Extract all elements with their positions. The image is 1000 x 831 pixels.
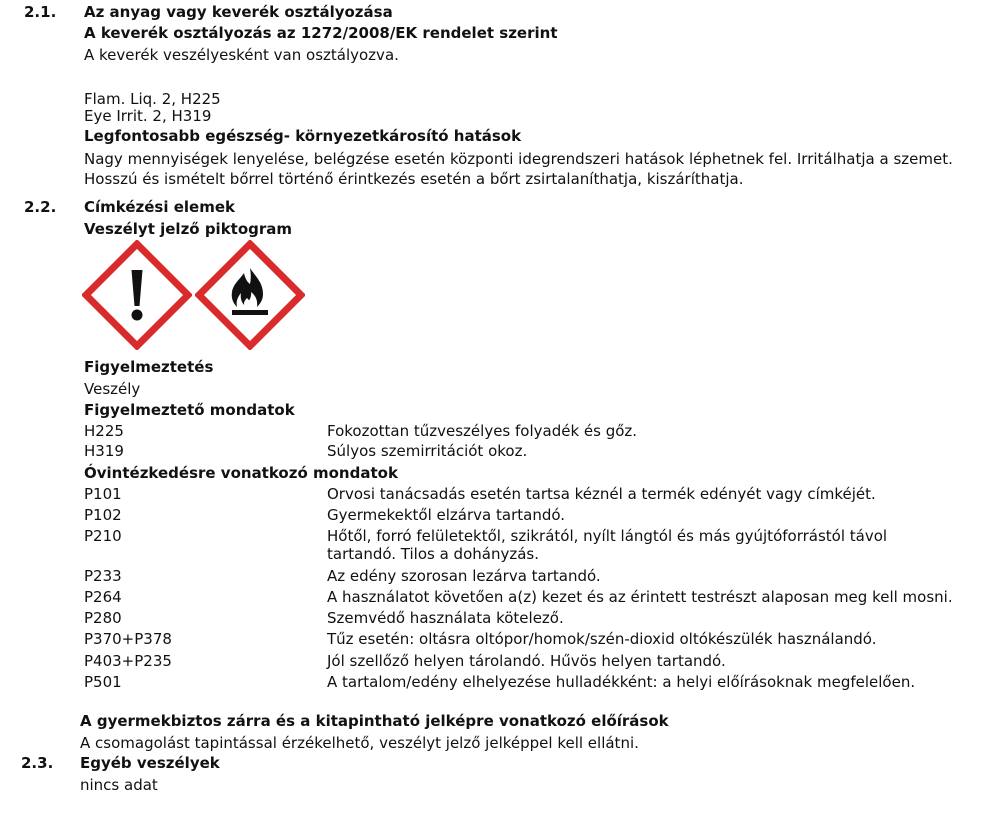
h-statements-title: Figyelmeztető mondatok [84, 401, 295, 419]
p-text: A tartalom/edény elhelyezése hulladékként: a helyi előírásoknak megfelelően. [327, 673, 916, 691]
effects-line-1: Nagy mennyiségek lenyelése, belégzése esetén központi idegrendszeri hatások léphetnek fel. Irritálhatja a szemet. [84, 150, 953, 168]
p-text: A használatot követően a(z) kezet és az érintett testrészt alaposan meg kell mosni. [327, 588, 953, 606]
section-title-2-1: Az anyag vagy keverék osztályozása [84, 3, 393, 21]
p-text: Hőtől, forró felületektől, szikrától, nyílt lángtól és más gyújtóforrástól távol [327, 527, 888, 545]
p-code: P233 [84, 567, 122, 585]
other-hazards-text: nincs adat [80, 776, 158, 794]
p-code: P501 [84, 673, 122, 691]
p-code: P210 [84, 527, 122, 545]
p-text-continued: tartandó. Tilos a dohányzás. [327, 545, 539, 563]
p-code: P101 [84, 485, 122, 503]
classification-subtitle: A keverék osztályozás az 1272/2008/EK rendelet szerint [84, 24, 558, 42]
h-code: H319 [84, 442, 124, 460]
p-code: P370+P378 [84, 630, 172, 648]
p-code: P280 [84, 609, 122, 627]
section-title-2-2: Címkézési elemek [84, 198, 235, 216]
p-text: Orvosi tanácsadás esetén tartsa kéznél a termék edényét vagy címkéjét. [327, 485, 876, 503]
flame-icon [195, 240, 305, 350]
section-title-2-3: Egyéb veszélyek [80, 754, 220, 772]
h-text: Fokozottan tűzveszélyes folyadék és gőz. [327, 422, 638, 440]
p-statements-title: Óvintézkedésre vonatkozó mondatok [84, 464, 398, 482]
classification-text: A keverék veszélyesként van osztályozva. [84, 46, 399, 64]
signal-word: Veszély [84, 380, 141, 398]
p-text: Jól szellőző helyen tárolandó. Hűvös helyen tartandó. [327, 652, 726, 670]
exclamation-mark-icon [82, 240, 192, 350]
h-code: H225 [84, 422, 124, 440]
p-text: Tűz esetén: oltásra oltópor/homok/szén-dioxid oltókészülék használandó. [327, 630, 877, 648]
h-text: Súlyos szemirritációt okoz. [327, 442, 528, 460]
effects-title: Legfontosabb egészség- környezetkárosító hatások [84, 127, 522, 145]
section-number-2-1: 2.1. [24, 3, 57, 21]
child-resistant-title: A gyermekbiztos zárra és a kitapintható jelképre vonatkozó előírások [80, 712, 669, 730]
p-code: P403+P235 [84, 652, 172, 670]
section-number-2-3: 2.3. [21, 754, 54, 772]
p-text: Az edény szorosan lezárva tartandó. [327, 567, 601, 585]
hazard-class-2: Eye Irrit. 2, H319 [84, 107, 212, 125]
pictogram-title: Veszélyt jelző piktogram [84, 220, 293, 238]
section-number-2-2: 2.2. [24, 198, 57, 216]
child-resistant-text: A csomagolást tapintással érzékelhető, veszélyt jelző jelképpel kell ellátni. [80, 734, 639, 752]
effects-line-2: Hosszú és ismételt bőrrel történő érintkezés esetén a bőrt zsirtalaníthatja, kiszáríthatja. [84, 170, 744, 188]
hazard-class-1: Flam. Liq. 2, H225 [84, 90, 221, 108]
p-text: Szemvédő használata kötelező. [327, 609, 564, 627]
signal-word-title: Figyelmeztetés [84, 358, 214, 376]
p-text: Gyermekektől elzárva tartandó. [327, 506, 566, 524]
p-code: P102 [84, 506, 122, 524]
p-code: P264 [84, 588, 122, 606]
